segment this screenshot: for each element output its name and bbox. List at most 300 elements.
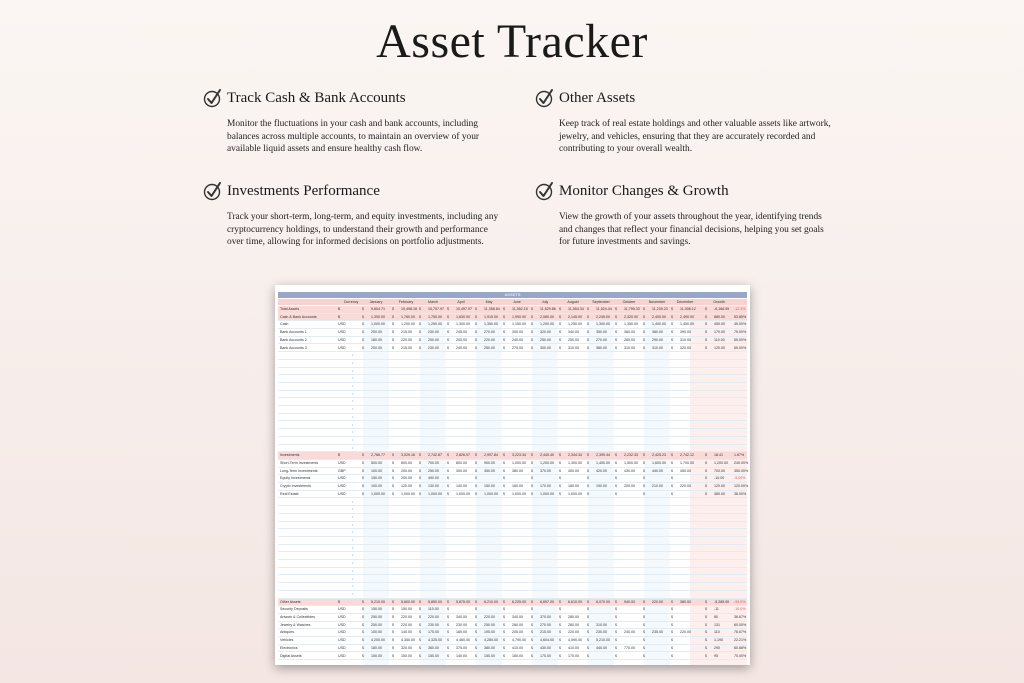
cell-value: 1,750.00 xyxy=(428,314,442,319)
cell-value: 240.00 xyxy=(624,630,635,635)
currency-symbol: $ xyxy=(392,476,394,481)
currency-symbol: $ xyxy=(475,330,477,335)
cell-value: 440.00 xyxy=(596,645,607,650)
currency-symbol: $ xyxy=(503,314,505,319)
cell-value: 130.00 xyxy=(428,484,439,489)
currency-symbol: $ xyxy=(587,638,589,643)
currency-symbol: $ xyxy=(643,607,645,612)
currency-symbol: $ xyxy=(419,630,421,635)
currency-symbol: $ xyxy=(392,484,394,489)
cell-value: 2,742.12 xyxy=(680,453,694,458)
growth-value: 55.00% xyxy=(734,337,747,342)
currency-symbol: $ xyxy=(587,622,589,627)
table-row[interactable] xyxy=(278,483,747,491)
row-marker: • xyxy=(352,591,354,596)
empty-row[interactable] xyxy=(278,537,747,545)
currency-symbol: $ xyxy=(447,630,449,635)
cell-value: 1,350.00 xyxy=(484,322,498,327)
currency-symbol: $ xyxy=(559,615,561,619)
currency-symbol: $ xyxy=(671,307,673,311)
cell-value: 230.00 xyxy=(428,330,439,335)
currency-symbol: $ xyxy=(475,307,477,311)
table-row[interactable] xyxy=(278,629,747,637)
currency-symbol: $ xyxy=(503,307,505,311)
table-row[interactable] xyxy=(278,614,747,622)
currency-symbol: $ xyxy=(559,491,561,496)
currency-symbol: $ xyxy=(475,476,477,481)
currency-symbol: $ xyxy=(475,314,477,319)
currency-symbol: $ xyxy=(392,615,394,619)
currency-symbol: $ xyxy=(531,607,533,612)
currency-symbol: $ xyxy=(615,461,617,465)
empty-row[interactable] xyxy=(278,576,747,584)
cell-value: 2,320.00 xyxy=(624,314,638,319)
currency-symbol: $ xyxy=(392,638,394,643)
cell-value: 380.00 xyxy=(512,468,523,473)
column-header: November xyxy=(648,300,666,304)
cell-value: 200.00 xyxy=(401,476,412,481)
cell-value: 400.00 xyxy=(568,468,579,473)
currency-symbol: $ xyxy=(447,307,449,311)
row-label: Crypto Investments xyxy=(280,484,311,489)
row-marker: • xyxy=(352,445,354,450)
column-header: April xyxy=(457,300,465,304)
row-label: Total Assets xyxy=(280,307,300,311)
currency-symbol: $ xyxy=(705,645,707,650)
cell-value: 275.00 xyxy=(512,345,523,350)
currency-symbol: $ xyxy=(587,653,589,658)
cell-value: 250.00 xyxy=(484,345,495,350)
table-row[interactable] xyxy=(278,475,747,483)
currency-symbol: $ xyxy=(531,314,533,319)
currency-symbol: $ xyxy=(671,322,673,327)
cell-value: 10,757.97 xyxy=(428,307,444,311)
column-header: October xyxy=(622,300,636,304)
currency-symbol: $ xyxy=(392,337,394,342)
currency-symbol: $ xyxy=(559,345,561,350)
column-headers xyxy=(278,299,747,305)
cell-value: 150.00 xyxy=(371,653,382,658)
row-label: Cash xyxy=(280,322,289,327)
row-marker: • xyxy=(352,376,354,381)
check-circle-icon xyxy=(535,88,555,108)
cell-value: 380.00 xyxy=(484,645,495,650)
growth-value: -12.3% xyxy=(734,307,746,311)
cell-value: 80 xyxy=(714,615,718,619)
cell-value: 320.00 xyxy=(401,645,412,650)
row-currency: USD xyxy=(338,330,346,335)
table-row[interactable] xyxy=(278,329,747,337)
row-label: Equity Investments xyxy=(280,476,311,481)
cell-value: 1,600.00 xyxy=(652,461,666,465)
row-marker: • xyxy=(352,399,354,404)
row-label: Electronics xyxy=(280,645,298,650)
empty-row[interactable] xyxy=(278,437,747,445)
empty-row[interactable] xyxy=(278,560,747,568)
currency-symbol: $ xyxy=(587,468,589,473)
cell-value: 1,190 xyxy=(714,638,723,643)
table-row[interactable] xyxy=(278,468,747,476)
currency-symbol: $ xyxy=(392,599,394,604)
currency-symbol: $ xyxy=(587,314,589,319)
cell-value: 2,440.40 xyxy=(540,453,554,458)
currency-symbol: $ xyxy=(475,599,477,604)
currency-symbol: $ xyxy=(615,622,617,627)
currency-symbol: $ xyxy=(392,491,394,496)
currency-symbol: $ xyxy=(705,653,707,658)
currency-symbol: $ xyxy=(587,645,589,650)
empty-row[interactable] xyxy=(278,568,747,576)
currency-symbol: $ xyxy=(643,491,645,496)
currency-symbol: $ xyxy=(362,337,364,342)
cell-value: 380.00 xyxy=(596,345,607,350)
cell-value: 380.00 xyxy=(652,330,663,335)
currency-symbol: $ xyxy=(705,638,707,643)
currency-symbol: $ xyxy=(615,322,617,327)
currency-symbol: $ xyxy=(643,622,645,627)
cell-value: 250.00 xyxy=(428,468,439,473)
cell-value: 1,000.00 xyxy=(371,322,385,327)
row-label: Artwork & Collectibles xyxy=(280,615,315,619)
cell-value: 450.00 xyxy=(714,322,725,327)
currency-symbol: $ xyxy=(419,607,421,612)
cell-value: 380.00 xyxy=(680,599,691,604)
currency-symbol: $ xyxy=(503,630,505,635)
currency-symbol: $ xyxy=(615,599,617,604)
currency-symbol: $ xyxy=(587,322,589,327)
currency-symbol: $ xyxy=(615,330,617,335)
cell-value: 2,766.77 xyxy=(371,453,385,458)
row-marker: • xyxy=(352,353,354,358)
empty-row[interactable] xyxy=(278,529,747,537)
table-row[interactable] xyxy=(278,345,747,353)
column-header: July xyxy=(541,300,549,304)
empty-row[interactable] xyxy=(278,429,747,437)
row-currency: USD xyxy=(338,484,346,489)
table-row[interactable] xyxy=(278,606,747,614)
empty-row[interactable] xyxy=(278,583,747,591)
currency-symbol: $ xyxy=(671,630,673,635)
cell-value: 140.00 xyxy=(401,630,412,635)
empty-row[interactable] xyxy=(278,506,747,514)
currency-symbol: $ xyxy=(559,337,561,342)
cell-value: 180.00 xyxy=(568,484,579,489)
cell-value: 10,497.97 xyxy=(456,307,472,311)
cell-value: 300.00 xyxy=(512,330,523,335)
currency-symbol: $ xyxy=(705,630,707,635)
currency-symbol: $ xyxy=(447,491,449,496)
cell-value: 10,498.18 xyxy=(401,307,417,311)
currency-symbol: $ xyxy=(615,468,617,473)
cell-value: 1,250.00 xyxy=(568,322,582,327)
cell-value: 250.00 xyxy=(371,622,382,627)
currency-symbol: $ xyxy=(419,330,421,335)
currency-symbol: $ xyxy=(531,461,533,465)
table-row[interactable] xyxy=(278,491,747,499)
currency-symbol: $ xyxy=(447,322,449,327)
growth-value: 75.00% xyxy=(734,330,747,335)
cell-value: 180.00 xyxy=(371,645,382,650)
currency-symbol: $ xyxy=(705,607,707,612)
feature-other-assets xyxy=(535,87,835,156)
growth-value: 65.00% xyxy=(734,345,747,350)
cell-value: -6,166.59 xyxy=(714,307,730,311)
cell-value: 1,000.00 xyxy=(484,491,498,496)
currency-symbol: $ xyxy=(419,476,421,481)
growth-value: -5.00% xyxy=(734,476,746,481)
currency-symbol: $ xyxy=(392,653,394,658)
feature-description: Monitor the fluctuations in your cash and bank accounts, including balances across multiple accounts, to maintain an overview of your available liquid assets and ensure healthy cash flow. xyxy=(227,119,480,155)
currency-symbol: $ xyxy=(362,345,364,350)
row-marker: • xyxy=(352,422,354,427)
table-row[interactable] xyxy=(278,321,747,329)
currency-symbol: $ xyxy=(559,330,561,335)
currency-symbol: $ xyxy=(671,615,673,619)
currency-symbol: $ xyxy=(615,653,617,658)
currency-symbol: $ xyxy=(475,491,477,496)
row-marker: • xyxy=(352,568,354,573)
check-circle-icon xyxy=(203,88,223,108)
currency-symbol: $ xyxy=(362,622,364,627)
row-label: Bank Accounts 2 xyxy=(280,337,307,342)
cell-value: 280.00 xyxy=(568,622,579,627)
currency-symbol: $ xyxy=(475,607,477,612)
table-row[interactable] xyxy=(278,653,747,661)
cell-value: 420.00 xyxy=(596,468,607,473)
cell-value: 5,210.00 xyxy=(371,599,385,604)
currency-symbol: $ xyxy=(362,630,364,635)
cell-value: 215.00 xyxy=(401,345,412,350)
table-row[interactable] xyxy=(278,622,747,630)
currency-symbol: $ xyxy=(362,607,364,612)
cell-value: 110.00 xyxy=(714,337,725,342)
currency-symbol: $ xyxy=(392,345,394,350)
currency-symbol: $ xyxy=(615,638,617,643)
currency-symbol: $ xyxy=(559,599,561,604)
currency-symbol: $ xyxy=(531,630,533,635)
currency-symbol: $ xyxy=(705,314,707,319)
empty-row[interactable] xyxy=(278,375,747,383)
cell-value: 220.00 xyxy=(401,622,412,627)
column-header: May xyxy=(485,300,493,304)
currency-symbol: $ xyxy=(531,599,533,604)
currency-symbol: $ xyxy=(615,491,617,496)
currency-symbol: $ xyxy=(559,476,561,481)
cell-value: 310.00 xyxy=(568,345,579,350)
currency-symbol: $ xyxy=(705,484,707,489)
currency-symbol: $ xyxy=(587,615,589,619)
table-row[interactable] xyxy=(278,337,747,345)
cell-value: 500.00 xyxy=(371,461,382,465)
currency-symbol: $ xyxy=(503,638,505,643)
cell-value: 230.00 xyxy=(428,345,439,350)
empty-row[interactable] xyxy=(278,368,747,376)
empty-row[interactable] xyxy=(278,383,747,391)
column-header: January xyxy=(369,300,383,304)
cell-value: 600.00 xyxy=(401,461,412,465)
currency-symbol: $ xyxy=(392,314,394,319)
table-row[interactable] xyxy=(278,599,747,607)
cell-value: 2,344.34 xyxy=(568,453,582,458)
row-currency: USD xyxy=(338,345,346,350)
empty-row[interactable] xyxy=(278,360,747,368)
row-marker: • xyxy=(352,530,354,535)
currency-symbol: $ xyxy=(643,307,645,311)
cell-value: 220.00 xyxy=(680,484,691,489)
cell-value: 940.00 xyxy=(624,599,635,604)
currency-symbol: $ xyxy=(447,645,449,650)
cell-value: 1,000.00 xyxy=(512,491,526,496)
currency-symbol: $ xyxy=(475,630,477,635)
currency-symbol: $ xyxy=(475,622,477,627)
currency-symbol: $ xyxy=(531,491,533,496)
cell-value: 160.00 xyxy=(512,653,523,658)
currency-symbol: $ xyxy=(531,653,533,658)
currency-symbol: $ xyxy=(559,484,561,489)
currency-symbol: $ xyxy=(705,468,707,473)
currency-symbol: $ xyxy=(643,468,645,473)
cell-value: 290 xyxy=(714,645,720,650)
cell-value: 250.00 xyxy=(484,622,495,627)
check-circle-icon xyxy=(203,181,223,201)
row-marker: • xyxy=(352,407,354,412)
empty-row[interactable] xyxy=(278,522,747,530)
currency-symbol: $ xyxy=(705,345,707,350)
currency-symbol: $ xyxy=(643,337,645,342)
row-marker: • xyxy=(352,538,354,542)
currency-symbol: $ xyxy=(503,484,505,489)
row-label: Bank Accounts 3 xyxy=(280,345,307,350)
cell-value: 1,300.00 xyxy=(371,314,385,319)
cell-value: 1,000.00 xyxy=(568,491,582,496)
row-marker: • xyxy=(352,437,354,442)
empty-row[interactable] xyxy=(278,352,747,360)
currency-symbol: $ xyxy=(705,476,707,481)
empty-row[interactable] xyxy=(278,552,747,560)
empty-row[interactable] xyxy=(278,398,747,406)
empty-row[interactable] xyxy=(278,514,747,522)
currency-symbol: $ xyxy=(531,307,533,311)
currency-symbol: $ xyxy=(362,468,364,473)
cell-value: 220.00 xyxy=(428,615,439,619)
cell-value: 2,080.00 xyxy=(540,314,554,319)
table-row[interactable] xyxy=(278,460,747,468)
currency-symbol: $ xyxy=(503,337,505,342)
empty-row[interactable] xyxy=(278,422,747,430)
cell-value: 340.00 xyxy=(512,615,523,619)
cell-value: 450.00 xyxy=(680,468,691,473)
cell-value: 200.00 xyxy=(371,345,382,350)
row-marker: • xyxy=(352,522,354,527)
row-currency: GBP xyxy=(338,468,346,473)
feature-description: Track your short-term, long-term, and equity investments, including any cryptocurrency holdings, to understand their growth and performance over time, allowing for informed decisions on portfolio adjustments. xyxy=(227,212,499,248)
currency-symbol: $ xyxy=(587,476,589,481)
cell-value: 1,000.00 xyxy=(456,491,470,496)
cell-value: 6,225.00 xyxy=(512,599,526,604)
currency-symbol: $ xyxy=(362,453,364,458)
cell-value: 230.00 xyxy=(428,622,439,627)
cell-value: 1,450.00 xyxy=(680,322,694,327)
cell-value: 205.00 xyxy=(512,630,523,635)
currency-symbol: $ xyxy=(671,330,673,335)
currency-symbol: $ xyxy=(531,322,533,327)
currency-symbol: $ xyxy=(615,345,617,350)
currency-symbol: $ xyxy=(419,322,421,327)
empty-row[interactable] xyxy=(278,499,747,507)
row-label: Digital Assets xyxy=(280,653,302,658)
currency-symbol: $ xyxy=(419,622,421,627)
row-currency: $ xyxy=(338,314,340,319)
table-row[interactable] xyxy=(278,645,747,653)
table-row[interactable] xyxy=(278,306,747,314)
currency-symbol: $ xyxy=(531,622,533,627)
row-marker: • xyxy=(352,576,354,581)
cell-value: 150.00 xyxy=(371,476,382,481)
empty-row[interactable] xyxy=(278,445,747,453)
table-row[interactable] xyxy=(278,637,747,645)
cell-value: 320.00 xyxy=(540,330,551,335)
cell-value: 4,604.00 xyxy=(540,638,554,643)
row-marker: • xyxy=(352,360,354,365)
cell-value: 1,200.00 xyxy=(540,322,554,327)
cell-value: 290.00 xyxy=(652,337,663,342)
empty-row[interactable] xyxy=(278,414,747,422)
currency-symbol: $ xyxy=(503,615,505,619)
cell-value: 190.00 xyxy=(596,484,607,489)
currency-symbol: $ xyxy=(531,638,533,643)
currency-symbol: $ xyxy=(587,484,589,489)
currency-symbol: $ xyxy=(671,345,673,350)
column-header: Growth xyxy=(713,300,725,304)
cell-value: -10.00 xyxy=(714,476,725,481)
currency-symbol: $ xyxy=(559,607,561,612)
empty-row[interactable] xyxy=(278,391,747,399)
growth-value: 22.21% xyxy=(734,638,747,643)
currency-symbol: $ xyxy=(643,453,645,458)
cell-value: 370.00 xyxy=(540,468,551,473)
row-label: Bank Accounts 1 xyxy=(280,330,307,335)
currency-symbol: $ xyxy=(419,491,421,496)
currency-symbol: $ xyxy=(447,607,449,612)
cell-value: -11 xyxy=(714,607,719,612)
empty-row[interactable] xyxy=(278,545,747,553)
cell-value: 1,350.00 xyxy=(624,322,638,327)
feature-description: Keep track of real estate holdings and other valuable assets like artwork, jewelry, and vehicles, ensuring that they are accurately recorded and contributing to your overall wealth. xyxy=(559,119,831,155)
table-row[interactable] xyxy=(278,452,747,460)
currency-symbol: $ xyxy=(503,607,505,612)
currency-symbol: $ xyxy=(615,337,617,342)
cell-value: 235.00 xyxy=(652,630,663,635)
growth-value: 60.00% xyxy=(734,622,747,627)
row-currency: USD xyxy=(338,638,346,643)
cell-value: 11,529.86 xyxy=(540,307,556,311)
cell-value: 340.00 xyxy=(568,330,579,335)
empty-row[interactable] xyxy=(278,591,747,599)
cell-value: 170.00 xyxy=(540,653,551,658)
table-row[interactable] xyxy=(278,314,747,322)
cell-value: 250.00 xyxy=(540,337,551,342)
currency-symbol: $ xyxy=(587,307,589,311)
currency-symbol: $ xyxy=(705,491,707,496)
currency-symbol: $ xyxy=(705,615,707,619)
row-label: Security Deposits xyxy=(280,607,308,612)
currency-symbol: $ xyxy=(503,491,505,496)
cell-value: 2,399.44 xyxy=(596,453,610,458)
currency-symbol: $ xyxy=(362,653,364,658)
feature-title: Other Assets xyxy=(559,89,636,106)
empty-row[interactable] xyxy=(278,406,747,414)
cell-value: 140.00 xyxy=(456,484,467,489)
